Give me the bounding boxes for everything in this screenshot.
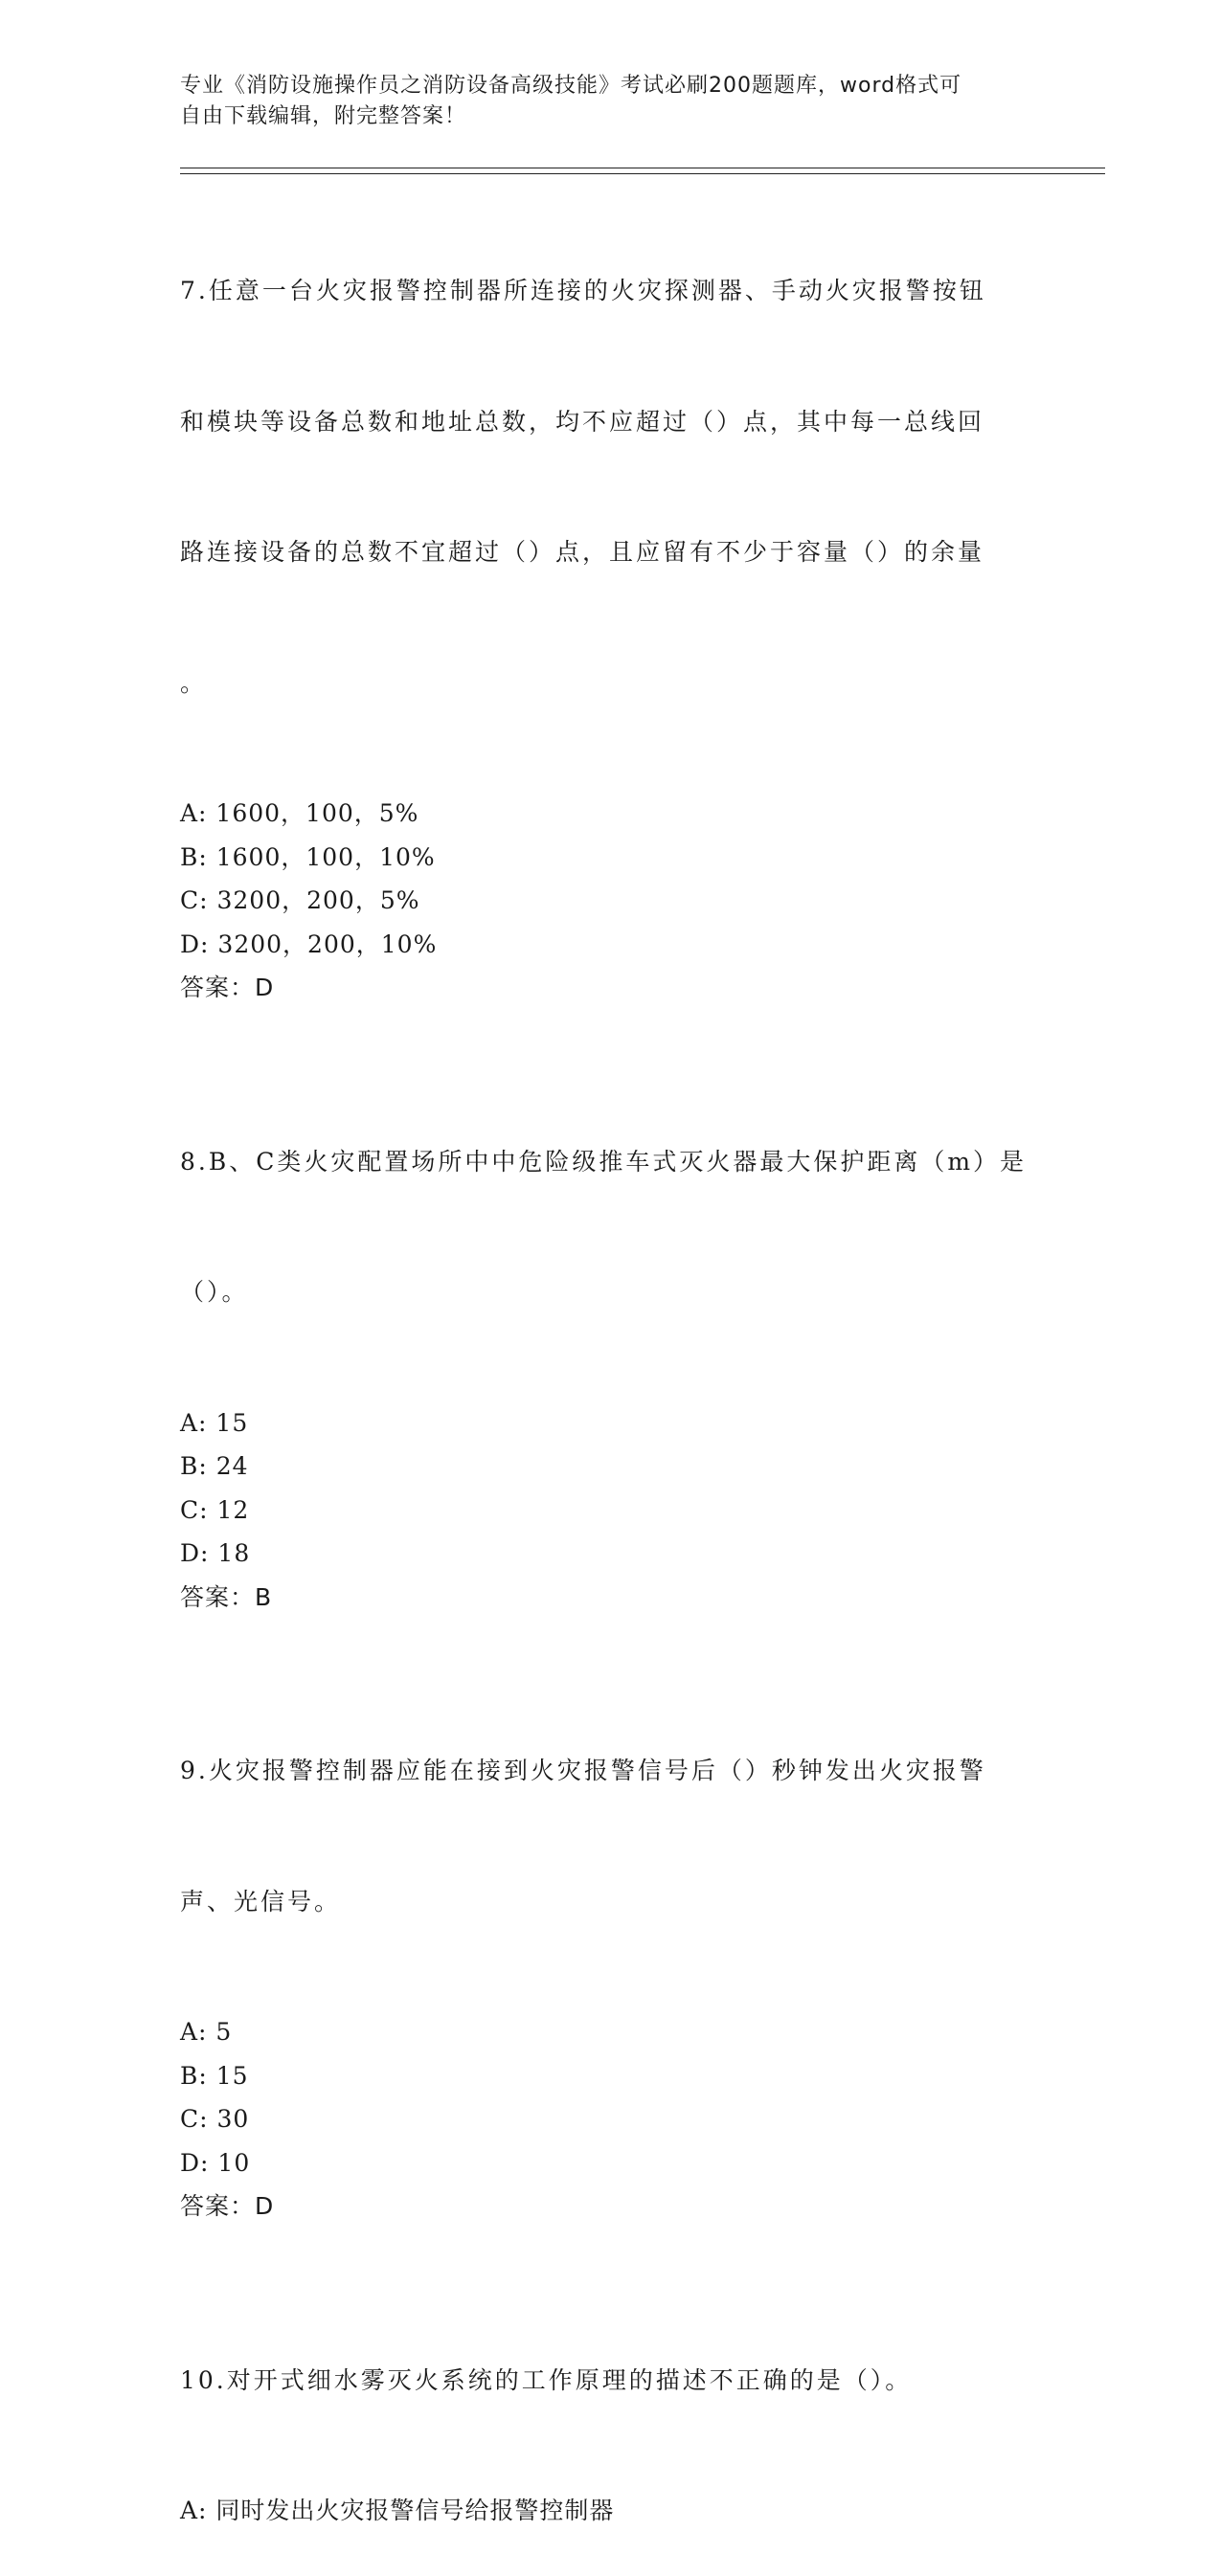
question-stem (180, 182, 1042, 792)
question-stem (180, 2272, 1042, 2490)
header-line-2: 自由下载编辑，附完整答案！ (180, 104, 467, 128)
header-line-1: 专业《消防设施操作员之消防设备高级技能》考试必刷200题题库，word格式可 (180, 74, 962, 98)
question-9 (180, 1662, 1042, 2229)
option-a: A: 同时发出火灾报警信号给报警控制器 (180, 2497, 615, 2524)
stem-line: 。 (180, 668, 208, 697)
option-d: D: 3200，200，10% (180, 930, 438, 958)
option-a: A: 5 (180, 2018, 233, 2046)
question-7 (180, 182, 1042, 1010)
option-d: D: 10 (180, 2148, 251, 2177)
stem-line: 9.火灾报警控制器应能在接到火灾报警信号后（）秒钟发出火灾报警 (180, 1757, 986, 1784)
option-b: B: 1600，100，10% (180, 842, 436, 871)
question-list (180, 182, 1042, 2576)
option-c: C: 30 (180, 2105, 250, 2133)
question-stem (180, 1662, 1042, 2010)
option-a: A: 15 (180, 1408, 249, 1437)
stem-line: 10.对开式细水雾灭火系统的工作原理的描述不正确的是（）。 (180, 2365, 913, 2394)
document-header (180, 71, 1042, 132)
question-8 (180, 1053, 1042, 1620)
option-d: D: 18 (180, 1539, 251, 1567)
question-stem (180, 1053, 1042, 1401)
stem-line: （）。 (180, 1278, 249, 1306)
stem-line: 路连接设备的总数不宜超过（）点，且应留有不少于容量（）的余量 (180, 538, 985, 566)
option-b: B: 24 (180, 1452, 249, 1480)
answer-line: 答案：D (180, 2192, 275, 2220)
option-c: C: 3200，200，5% (180, 886, 420, 914)
option-a: A: 1600，100，5% (180, 799, 419, 827)
answer-line: 答案：B (180, 1582, 273, 1611)
option-b: B: 15 (180, 2061, 249, 2090)
stem-line: 声、光信号。 (180, 1887, 342, 1915)
option-c: C: 12 (180, 1495, 250, 1524)
header-divider-bottom (180, 173, 1105, 174)
stem-line: 和模块等设备总数和地址总数，均不应超过（）点，其中每一总线回 (180, 407, 985, 436)
stem-line: 7.任意一台火灾报警控制器所连接的火灾探测器、手动火灾报警按钮 (180, 277, 986, 304)
answer-line: 答案：D (180, 974, 275, 1001)
question-10 (180, 2272, 1042, 2533)
stem-line: 8.B、C类火灾配置场所中中危险级推车式灭火器最大保护距离（m）是 (180, 1147, 1028, 1176)
